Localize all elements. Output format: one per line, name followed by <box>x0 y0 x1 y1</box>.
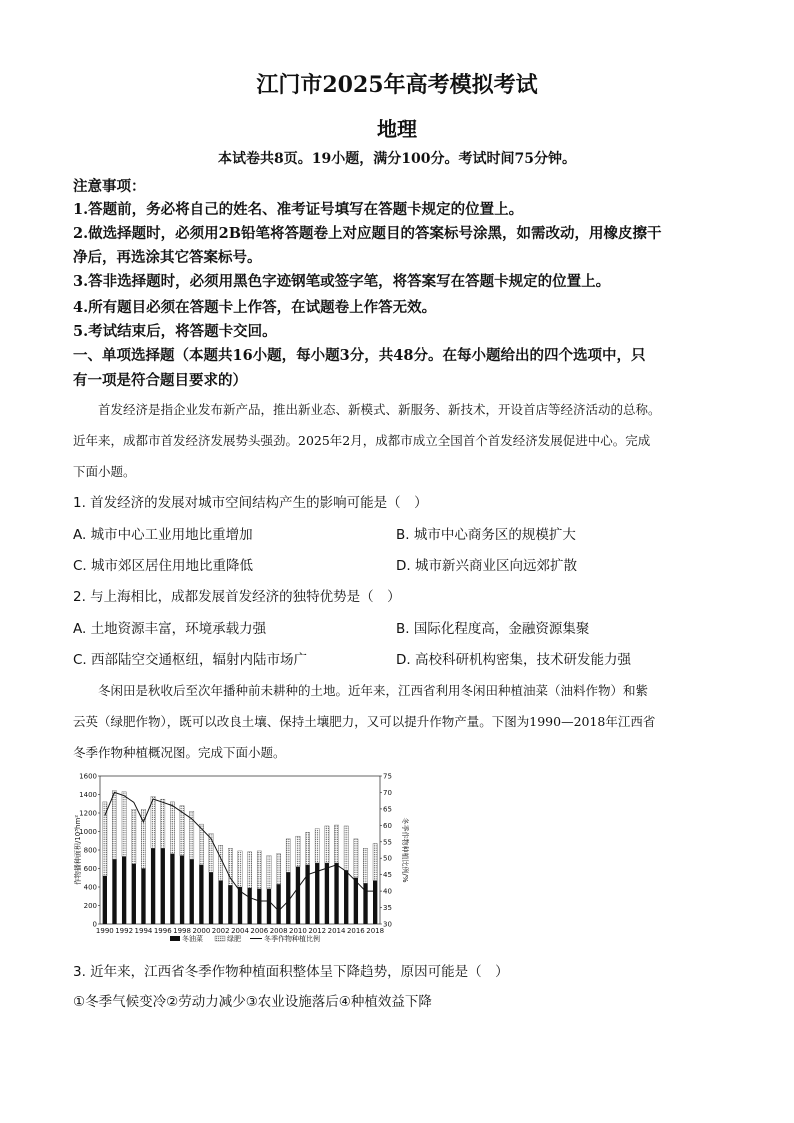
bar-green-manure <box>170 802 174 854</box>
bar-green-manure <box>286 839 290 872</box>
winter-crop-chart <box>70 770 410 950</box>
bar-winter-rapeseed <box>344 870 348 924</box>
y2-tick-label: 70 <box>383 788 392 797</box>
section-heading: 一、单项选择题（本题共16小题，每小题3分，共48分。在每小题给出的四个选项中，只 <box>73 347 646 364</box>
note-item: 4.所有题目必须在答题卡上作答，在试题卷上作答无效。 <box>73 299 437 316</box>
x-tick-label: 2006 <box>250 927 269 935</box>
bar-winter-rapeseed <box>257 889 261 924</box>
y-tick-label: 1600 <box>79 772 97 781</box>
y-axis-label: 作物播种面积/10³hm² <box>74 814 82 886</box>
y-tick-label: 800 <box>83 846 97 855</box>
bar-green-manure <box>122 792 126 857</box>
bar-green-manure <box>334 825 338 863</box>
bar-green-manure <box>315 829 319 863</box>
x-tick-label: 2000 <box>192 927 211 935</box>
y-tick-label: 200 <box>83 902 97 910</box>
legend-label-green-manure: 绿肥 <box>227 935 241 943</box>
legend-label-rapeseed: 冬油菜 <box>182 935 203 943</box>
bar-winter-rapeseed <box>112 859 116 924</box>
bar-winter-rapeseed <box>373 881 377 924</box>
y-tick-label: 1200 <box>79 809 97 818</box>
q1-option-b: B. 城市中心商务区的规模扩大 <box>396 527 576 543</box>
y-tick-label: 1000 <box>79 828 97 836</box>
q1-option-c: C. 城市郊区居住用地比重降低 <box>73 558 254 574</box>
x-tick-label: 2010 <box>289 927 307 935</box>
note-item: 1.答题前，务必将自己的姓名、准考证号填写在答题卡规定的位置上。 <box>73 201 524 218</box>
passage-line: 冬季作物种植概况图。完成下面小题。 <box>73 745 286 760</box>
y2-tick-label: 40 <box>383 887 392 896</box>
bar-winter-rapeseed <box>122 856 126 924</box>
bar-winter-rapeseed <box>276 884 280 924</box>
bar-green-manure <box>325 826 329 863</box>
bar-green-manure <box>219 845 223 880</box>
question-3-choices: ①冬季气候变冷②劳动力减少③农业设施落后④种植效益下降 <box>73 994 432 1010</box>
legend-swatch-rapeseed <box>170 936 180 941</box>
bar-green-manure <box>161 799 165 848</box>
x-tick-label: 2016 <box>346 927 365 935</box>
exam-info: 本试卷共8页。19小题，满分100分。考试时间75分钟。 <box>218 151 576 167</box>
bar-winter-rapeseed <box>296 867 300 924</box>
x-tick-label: 2014 <box>327 927 346 935</box>
bar-winter-rapeseed <box>132 864 136 924</box>
y-tick-label: 0 <box>92 920 97 929</box>
q2-option-a: A. 土地资源丰富，环境承载力强 <box>73 621 267 637</box>
passage-line: 下面小题。 <box>73 464 136 479</box>
note-item: 2.做选择题时，必须用2B铅笔将答题卷上对应题目的答案标号涂黑，如需改动，用橡皮擦干 <box>73 225 662 242</box>
q2-option-d: D. 高校科研机构密集，技术研发能力强 <box>396 652 631 668</box>
bar-winter-rapeseed <box>219 881 223 924</box>
y-tick-label: 1400 <box>79 791 97 799</box>
x-tick-label: 2008 <box>269 927 288 935</box>
bar-green-manure <box>267 856 271 889</box>
y2-tick-label: 30 <box>383 920 392 929</box>
section-heading-cont: 有一项是符合题目要求的） <box>73 372 247 389</box>
note-item: 3.答非选择题时，必须用黑色字迹钢笔或签字笔，将答案写在答题卡规定的位置上。 <box>73 273 611 290</box>
y2-tick-label: 45 <box>383 871 392 880</box>
bar-winter-rapeseed <box>199 865 203 924</box>
passage-line: 云英（绿肥作物），既可以改良土壤、保持土壤肥力，又可以提升作物产量。下图为1990—2018年江西省 <box>73 714 656 729</box>
bar-green-manure <box>373 844 377 881</box>
x-tick-label: 2004 <box>231 927 249 935</box>
passage-line: 冬闲田是秋收后至次年播种前未耕种的土地。近年来，江西省利用冬闲田种植油菜（油料作物）和紫 <box>98 683 649 698</box>
bar-winter-rapeseed <box>141 869 145 925</box>
bar-winter-rapeseed <box>151 848 155 924</box>
y2-tick-label: 35 <box>383 904 392 913</box>
y2-tick-label: 75 <box>383 772 392 781</box>
question-2-stem: 2. 与上海相比，成都发展首发经济的独特优势是（ ） <box>73 589 401 605</box>
note-item: 净后，再选涂其它答案标号。 <box>73 249 262 266</box>
bar-green-manure <box>257 851 261 889</box>
y-tick-label: 600 <box>83 865 97 873</box>
question-3-stem: 3. 近年来，江西省冬季作物种植面积整体呈下降趋势，原因可能是（ ） <box>73 964 509 980</box>
bar-green-manure <box>305 832 309 864</box>
x-tick-label: 1994 <box>134 927 153 935</box>
y2-tick-label: 60 <box>383 821 392 830</box>
y-tick-label: 400 <box>83 883 97 892</box>
bar-green-manure <box>363 848 367 883</box>
passage-2 <box>73 675 733 768</box>
note-item: 5.考试结束后，将答题卡交回。 <box>73 323 277 340</box>
bar-green-manure <box>238 851 242 887</box>
bar-green-manure <box>247 852 251 888</box>
bar-winter-rapeseed <box>228 885 232 924</box>
bar-winter-rapeseed <box>161 848 165 924</box>
passage-line: 首发经济是指企业发布新产品，推出新业态、新模式、新服务、新技术，开设首店等经济活动的总称。 <box>98 402 661 417</box>
legend-swatch-green-manure <box>215 936 225 941</box>
q1-option-a: A. 城市中心工业用地比重增加 <box>73 527 253 543</box>
x-tick-label: 2002 <box>211 927 230 935</box>
q2-option-b: B. 国际化程度高，金融资源集聚 <box>396 621 590 637</box>
bar-green-manure <box>151 796 155 848</box>
x-tick-label: 1996 <box>153 927 172 935</box>
q1-option-d: D. 城市新兴商业区向远郊扩散 <box>396 558 577 574</box>
x-tick-label: 1998 <box>173 927 191 935</box>
y2-tick-label: 55 <box>383 838 392 847</box>
bar-winter-rapeseed <box>190 859 194 924</box>
bar-winter-rapeseed <box>103 876 107 924</box>
bar-green-manure <box>276 854 280 885</box>
bar-winter-rapeseed <box>209 872 213 924</box>
y2-axis-label: 冬季作物种植比例/% <box>401 817 409 883</box>
q2-option-c: C. 西部陆空交通枢纽，辐射内陆市场广 <box>73 652 308 668</box>
bar-winter-rapeseed <box>267 889 271 924</box>
notes-heading: 注意事项： <box>73 178 146 195</box>
x-tick-label: 1992 <box>115 927 134 935</box>
x-tick-label: 1990 <box>95 927 114 935</box>
bar-green-manure <box>344 826 348 870</box>
bar-winter-rapeseed <box>170 854 174 924</box>
subject-title: 地理 <box>377 117 417 141</box>
bar-winter-rapeseed <box>334 863 338 924</box>
bar-green-manure <box>132 809 136 864</box>
bar-green-manure <box>112 791 116 859</box>
question-1-stem: 1. 首发经济的发展对城市空间结构产生的影响可能是（ ） <box>73 495 428 511</box>
y2-tick-label: 50 <box>383 854 392 863</box>
passage-1 <box>73 394 733 487</box>
bar-green-manure <box>296 836 300 867</box>
bar-winter-rapeseed <box>325 863 329 924</box>
y2-tick-label: 65 <box>383 805 392 814</box>
exam-title: 江门市2025年高考模拟考试 <box>256 72 538 98</box>
bar-winter-rapeseed <box>180 856 184 924</box>
bar-winter-rapeseed <box>354 878 358 924</box>
x-tick-label: 2012 <box>308 927 327 935</box>
bar-green-manure <box>354 839 358 878</box>
x-tick-label: 2018 <box>366 927 385 935</box>
passage-line: 近年来，成都市首发经济发展势头强劲。2025年2月，成都市成立全国首个首发经济发展促进中心。完成 <box>73 433 651 448</box>
bar-winter-rapeseed <box>247 888 251 924</box>
legend-label-ratio: 冬季作物种植比例 <box>264 935 320 943</box>
